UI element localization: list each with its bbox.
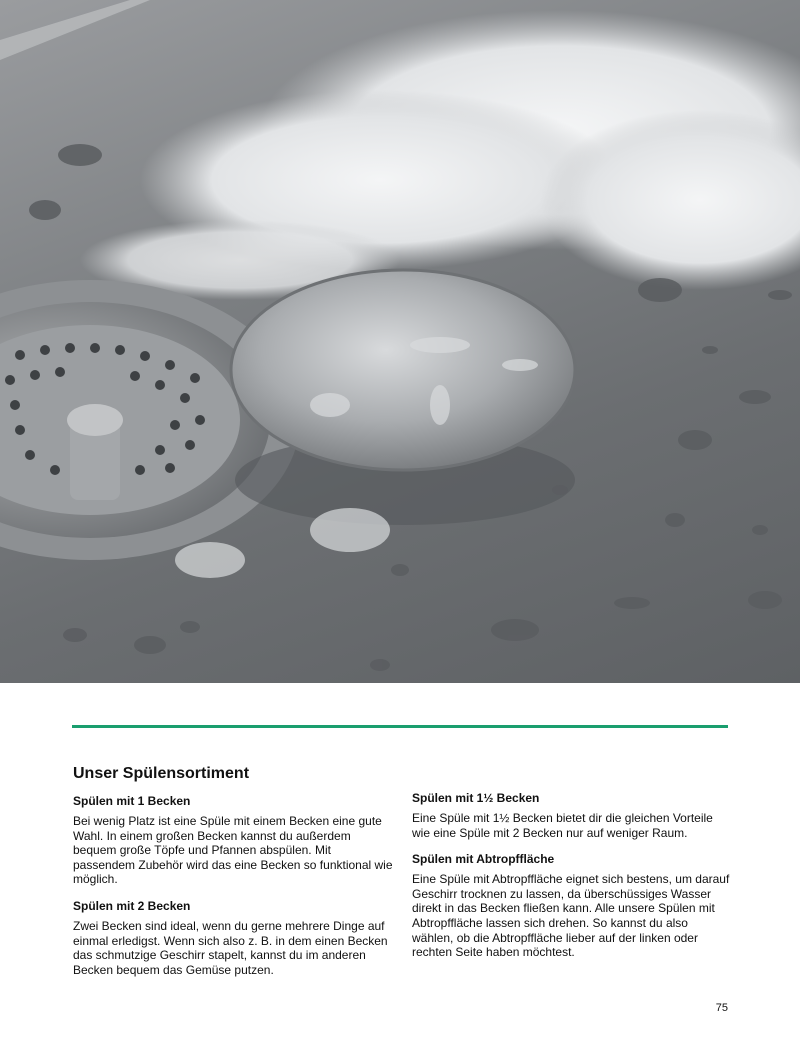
text-column-left bbox=[73, 764, 393, 989]
subheading-one-and-half-basin: Spülen mit 1½ Becken bbox=[412, 791, 540, 805]
page-number: 75 bbox=[715, 1002, 728, 1014]
paragraph-drainboard: Eine Spüle mit Abtropffläche eignet sich bestens, um darauf Geschirr trocknen zu lassen, da überschüssiges Wasser direkt in das Becken fließen kann. Alle unsere Spülen mit Abtropffläche lassen sich drehen. So kannst du also wählen, ob die Abtropffläche lieber auf der linken oder rechten Seite haben möchtest. bbox=[412, 872, 730, 960]
subheading-double-basin: Spülen mit 2 Becken bbox=[73, 898, 191, 913]
subheading-single-basin: Spülen mit 1 Becken bbox=[73, 794, 191, 808]
section-heading: Unser Spülensortiment bbox=[73, 765, 250, 782]
paragraph-double-basin: Zwei Becken sind ideal, wenn du gerne mehrere Dinge auf einmal erledigst. Wenn sich also z. B. in dem einen Becken das schmutzige Geschirr stapelt, kannst du im anderen Becken bequem das Gemüse putzen. bbox=[73, 918, 388, 977]
accent-rule bbox=[72, 725, 728, 728]
paragraph-single-basin: Bei wenig Platz ist eine Spüle mit einem Becken eine gute Wahl. In einem großen Becken kannst du außerdem bequem große Töpfe und Pfannen abspülen. Mit passendem Zubehör wird das eine Becken so funktional wie möglich. bbox=[73, 814, 393, 887]
paragraph-one-and-half-basin: Eine Spüle mit 1½ Becken bietet dir die gleichen Vorteile wie eine Spüle mit 2 Becken nur auf weniger Raum. bbox=[412, 811, 713, 840]
subheading-drainboard: Spülen mit Abtropffläche bbox=[412, 852, 555, 867]
text-column-right bbox=[412, 791, 732, 972]
